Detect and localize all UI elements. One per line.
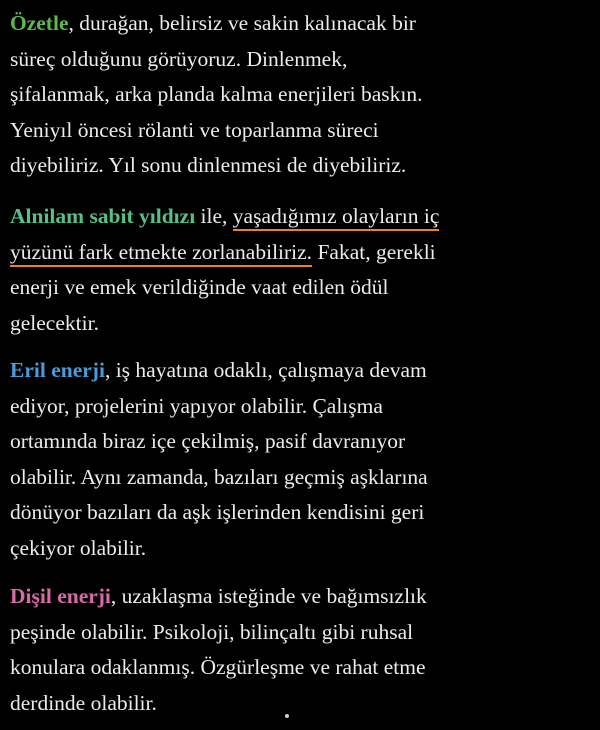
keyword-disil: Dişil enerji xyxy=(10,584,111,608)
text-segment: , iş hayatına odaklı, çalışmaya devam xyxy=(104,358,427,382)
keyword-ozetle: Özetle xyxy=(10,11,69,35)
paragraph-line: süreç olduğunu görüyoruz. Dinlenmek, xyxy=(10,46,348,71)
paragraph-line: çekiyor olabilir. xyxy=(10,535,147,560)
paragraph-line: Yeniyıl öncesi rölanti ve toparlanma süreci xyxy=(10,117,379,142)
paragraph-line: enerji ve emek verildiğinde vaat edilen ödül xyxy=(10,275,389,299)
paragraph-line: peşinde olabilir. Psikoloji, bilinçaltı gibi ruhsal xyxy=(10,619,414,644)
paragraph-line: şifalanmak, arka planda kalma enerjileri baskın. xyxy=(10,82,423,106)
text-segment: Fakat, gerekli xyxy=(312,239,436,264)
paragraph-line: ediyor, projelerini yapıyor olabilir. Çalışma xyxy=(10,393,383,418)
decorative-dot xyxy=(285,714,289,718)
paragraph-line: olabilir. Aynı zamanda, bazıları geçmiş aşklarına xyxy=(10,464,428,489)
paragraph-ozetle xyxy=(10,6,423,184)
text-segment: , durağan, belirsiz ve sakin kalınacak bir xyxy=(68,11,416,35)
paragraph-line: derdinde olabilir. xyxy=(10,690,157,715)
underlined-text: yüzünü fark etmekte zorlanabiliriz. xyxy=(10,240,312,267)
paragraph-eril xyxy=(10,353,428,566)
text-segment: , uzaklaşma isteğinde ve bağımsızlık xyxy=(110,584,427,608)
paragraph-line: gelecektir. xyxy=(10,310,99,335)
paragraph-line xyxy=(10,579,427,615)
keyword-eril: Eril enerji xyxy=(10,358,105,382)
paragraph-line: diyebiliriz. Yıl sonu dinlenmesi de diyebiliriz. xyxy=(10,153,407,177)
paragraph-line xyxy=(10,199,439,235)
paragraph-line xyxy=(10,235,439,271)
paragraph-line xyxy=(10,353,428,389)
paragraph-line: ortamında biraz içe çekilmiş, pasif davranıyor xyxy=(10,429,406,453)
underlined-text: yaşadığımız olayların iç xyxy=(233,204,440,231)
text-segment: ile, xyxy=(195,204,233,228)
paragraph-line: konulara odaklanmış. Özgürleşme ve rahat etme xyxy=(10,655,426,679)
keyword-alnilam: Alnilam sabit yıldızı xyxy=(10,204,196,228)
paragraph-line xyxy=(10,6,423,42)
paragraph-disil xyxy=(10,579,427,721)
paragraph-alnilam xyxy=(10,199,439,341)
paragraph-line: dönüyor bazıları da aşk işlerinden kendisini geri xyxy=(10,500,425,524)
